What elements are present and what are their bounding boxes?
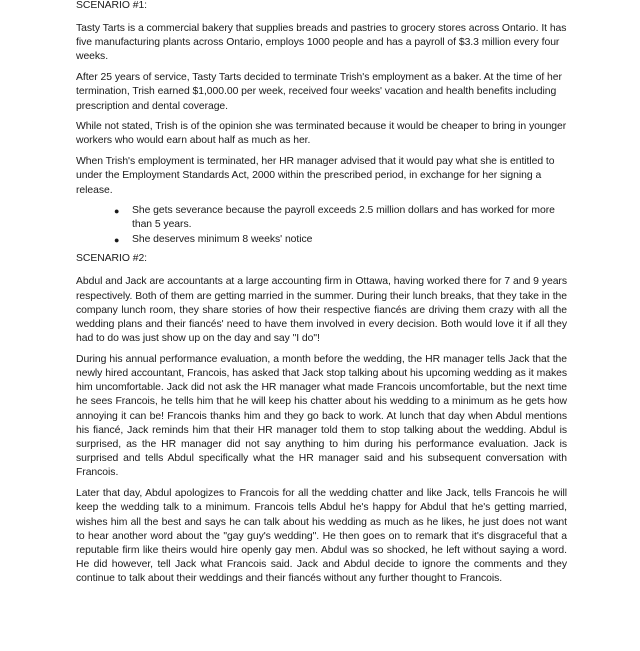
scenario-2-heading: SCENARIO #2: (76, 253, 148, 265)
scenario-1-paragraph-1: Tasty Tarts is a commercial bakery that supplies breads and pastries to grocery stores across Ontario. It has five manufacturing plants across Ontario, employs 1000 people and has a payroll of $3.3 million every four weeks. (76, 23, 567, 63)
scenario-2-paragraph-1: Abdul and Jack are accountants at a large accounting firm in Ottawa, having worked there for 7 and 9 years respectively. Both of them are getting married in the summer. During their lunch breaks, that they take in the company lunch room, they share stories of how their respective fiancés are driving them crazy with all the wedding plans and their fiancés' need to have them involved in every decision. Both would love it if all they had to do was just show up on the day and say "I do"! (76, 276, 567, 345)
answer-bullet-2-text: She deserves minimum 8 weeks' notice (132, 233, 313, 245)
answer-bullet-1-text: She gets severance because the payroll exceeds 2.5 million dollars and has worked for more than 5 years. (132, 205, 555, 231)
bullet-icon: ● (114, 234, 120, 245)
answer-bullet-list (76, 204, 567, 247)
scenario-1-paragraph-2: After 25 years of service, Tasty Tarts decided to terminate Trish's employment as a baker. At the time of her termination, Trish earned $1,000.00 per week, received four weeks' vacation and health benefits including prescription and dental coverage. (76, 72, 562, 112)
scenario-1-paragraph-3: While not stated, Trish is of the opinion she was terminated because it would be cheaper to bring in younger workers who would earn about half as much as her. (76, 121, 567, 147)
scenario-2-paragraph-2: During his annual performance evaluation, a month before the wedding, the HR manager tells Jack that the newly hired accountant, Francois, has asked that Jack stop talking about his upcoming wedding as it makes him uncomfortable. Jack did not ask the HR manager what made Francois uncomfortable, but the next time he sees Francois, he tells him that he will keep his chatter about his wedding to a minimum as he gets how annoying it can be! Francois thanks him and they go back to work. At lunch that day when Abdul mentions his fiancé, Jack reminds him that their HR manager told them to stop talking about the wedding. Abdul is surprised, as the HR manager did not say anything to him during his performance evaluation. Jack is surprised and tells Abdul specifically what the HR manager said and his subsequent conversation with Francois. (76, 353, 567, 479)
scenario-1-heading: SCENARIO #1: (76, 0, 148, 11)
bullet-icon: ● (114, 206, 120, 217)
scenario-1-paragraph-4: When Trish's employment is terminated, her HR manager advised that it would pay what she is entitled to under the Employment Standards Act, 2000 within the prescribed period, in exchange for her signing a release. (76, 156, 555, 196)
answer-bullet-1 (76, 204, 567, 232)
document-page (76, 0, 567, 587)
scenario-2-paragraph-3: Later that day, Abdul apologizes to Francois for all the wedding chatter and like Jack, tells Francois he will keep the wedding talk to a minimum. Francois tells Abdul he's happy for Abdul that he's getting married, wishes him all the best and says he can talk about his wedding as much as he likes, he just does not want to hear another word about the "gay guy's wedding". He then goes on to remark that it's disgraceful that a reputable firm like theirs would hire openly gay men. Abdul was so shocked, he left without saying a word. He did however, tell Jack what Francois said. Jack and Abdul decide to ignore the comments and they continue to talk about their weddings and their fiancés without any further thought to Francois. (76, 488, 567, 585)
answer-bullet-2 (76, 233, 567, 247)
